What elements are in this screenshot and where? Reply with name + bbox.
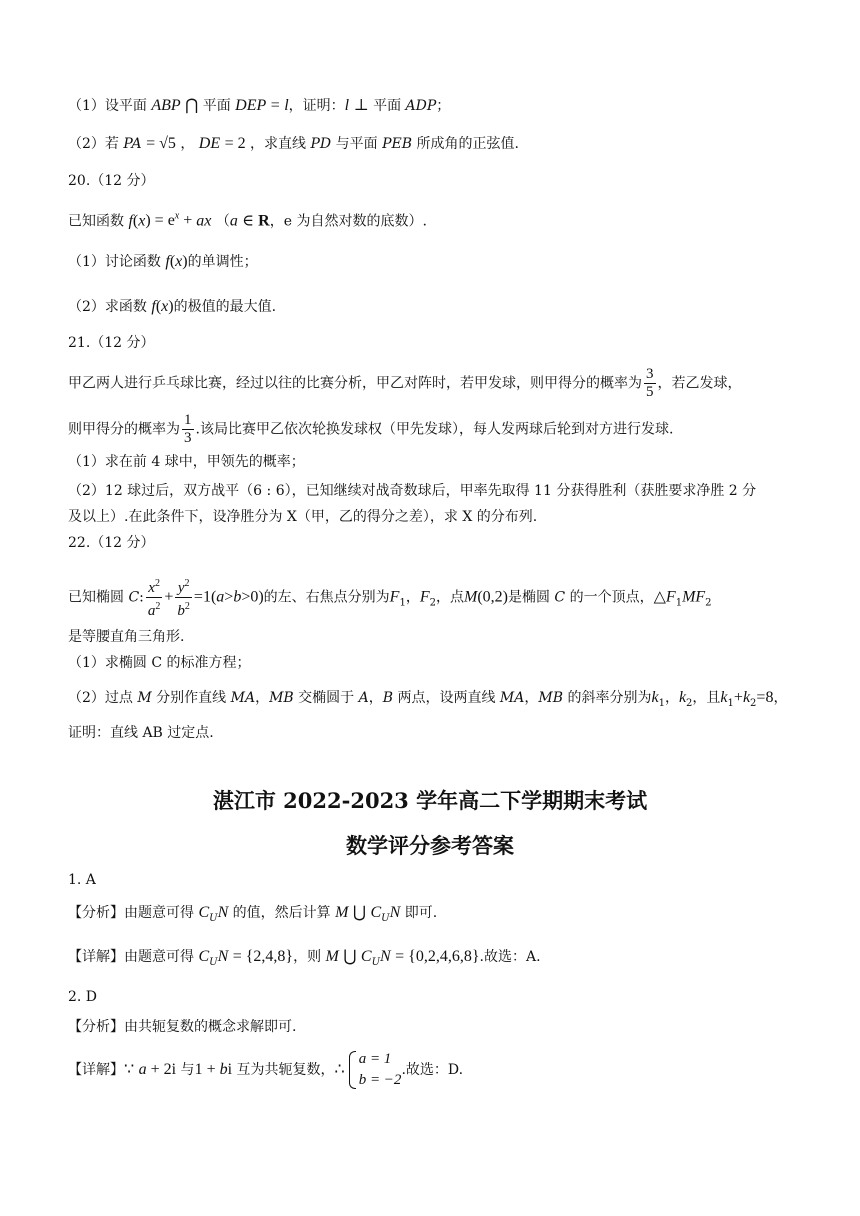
q20-header: 20.（12 分） bbox=[68, 173, 155, 189]
q20-part2: （2）求函数 f(x)的极值的最大值. bbox=[68, 298, 277, 315]
q21-part2-b: 及以上）.在此条件下，设净胜分为 X（甲，乙的得分之差），求 X 的分布列. bbox=[68, 509, 538, 525]
exam-title: 湛江市 2022-2023 学年高二下学期期末考试 bbox=[212, 788, 648, 813]
q21-stem-b: 则甲得分的概率为 $\frac{1}{3}$ .该局比赛甲乙依次轮换发球权（甲先发球），每人发两球后轮到对方进行发球. bbox=[68, 412, 674, 446]
q19-part1: （1）设平面 ABP ⋂ 平面 DEP = l，证明：l ⊥ 平面 ADP； bbox=[68, 97, 451, 114]
q22-part2-a: （2）过点 M 分别作直线 MA，MB 交椭圆于 A，B 两点，设两直线 MA，MB 的斜率分别为$k_1$，$k_2$，且$k_1+k_2=8$， bbox=[68, 689, 788, 709]
equation-system: a = 1 b = −2 bbox=[349, 1049, 402, 1091]
answer-title: 数学评分参考答案 bbox=[346, 833, 514, 858]
answer-1-detail: 【详解】由题意可得 $C_UN = \{2,4,8\}$，则 M ⋃ $C_UN = \{0,2,4,6,8\}$.故选：A. bbox=[68, 948, 541, 968]
answer-2-detail: 【详解】∵ a + 2i 与1 + bi 互为共轭复数，∴ a = 1 b = −2 .故选：D. bbox=[68, 1048, 800, 1092]
answer-2-label: 2. D bbox=[68, 989, 98, 1005]
q21-stem-a: 甲乙两人进行乒乓球比赛，经过以往的比赛分析，甲乙对阵时，若甲发球，则甲得分的概率为 $\frac{3}{5}$ ，若乙发球， bbox=[68, 366, 742, 400]
answer-2-analysis: 【分析】由共轭复数的概念求解即可. bbox=[68, 1019, 297, 1035]
q22-stem-b: 是等腰直角三角形. bbox=[68, 629, 185, 645]
q21-header: 21.（12 分） bbox=[68, 335, 155, 351]
q22-stem-a: 已知椭圆 C: $\frac{x^2}{a^2}$ + $\frac{y^2}{b^2}$ =1(a>b>0)的左、右焦点分别为$F_1$，$F_2$，点M(0,2)是椭圆 C 的一个顶点，$\triangle F_1MF_2$ bbox=[68, 575, 800, 620]
q20-stem: 已知函数 $f(x) = e^x$ + ax （a ∈ R，e 为自然对数的底数）. bbox=[68, 211, 427, 230]
q21-part2-a: （2）12 球过后，双方战平（6 : 6），已知继续对战奇数球后，甲率先取得 11 分获得胜利（获胜要求净胜 2 分 bbox=[68, 483, 757, 499]
q22-header: 22.（12 分） bbox=[68, 535, 155, 551]
q22-part2-b: 证明：直线 AB 过定点. bbox=[68, 725, 214, 741]
answer-1-analysis: 【分析】由题意可得 $C_UN$ 的值，然后计算 M ⋃ $C_UN$ 即可. bbox=[68, 904, 438, 924]
answer-1-label: 1. A bbox=[68, 872, 96, 888]
q22-part1: （1）求椭圆 C 的标准方程； bbox=[68, 655, 251, 671]
q21-part1: （1）求在前 4 球中，甲领先的概率； bbox=[68, 454, 305, 470]
q20-part1: （1）讨论函数 f(x)的单调性； bbox=[68, 253, 258, 270]
q19-part2: （2）若 PA = √5 ， DE = 2 ，求直线 PD 与平面 PEB 所成角的正弦值. bbox=[68, 135, 519, 152]
